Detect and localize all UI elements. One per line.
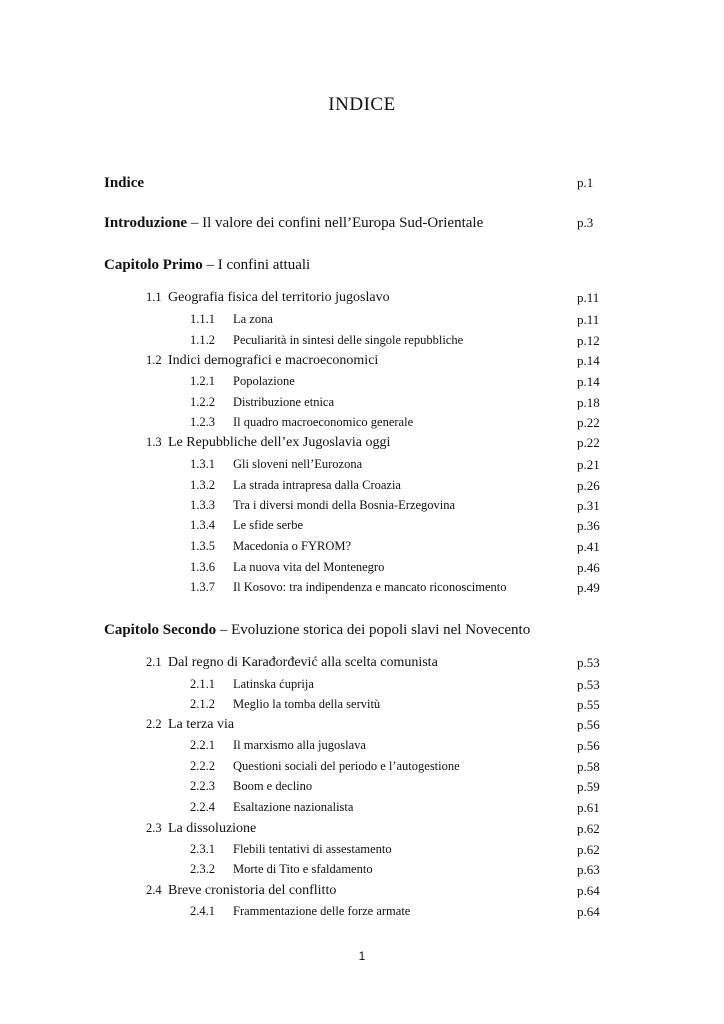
toc-entry-number: 2.3	[146, 821, 162, 835]
toc-page-ref: p.11	[577, 312, 600, 327]
toc-page-ref: p.63	[577, 862, 600, 877]
toc-chapter-label: Introduzione	[104, 215, 188, 231]
toc-page-ref: p.1	[577, 175, 594, 190]
toc-entry-title: Questioni sociali del periodo e l’autogestione	[233, 759, 460, 773]
toc-entry-number: 2.2.4	[190, 800, 215, 814]
toc-entry-title: Indici demografici e macroeconomici	[168, 353, 379, 368]
toc-page-ref: p.61	[577, 800, 600, 815]
toc-chapter-label: Indice	[104, 175, 145, 191]
toc-page-ref: p.14	[577, 353, 600, 368]
toc-page-ref: p.12	[577, 333, 600, 348]
toc-entry-number: 1.3.7	[190, 580, 215, 594]
toc-entry-title: Flebili tentativi di assestamento	[233, 842, 392, 856]
toc-page-ref: p.62	[577, 821, 600, 836]
toc-entry-title: Peculiarità in sintesi delle singole repubbliche	[233, 333, 464, 347]
toc-page-ref: p.56	[577, 717, 600, 732]
toc-entry-number: 1.1	[146, 290, 162, 304]
toc-entry-number: 2.2.2	[190, 759, 215, 773]
toc-page-ref: p.21	[577, 457, 600, 472]
toc-chapter-subtitle: – Evoluzione storica dei popoli slavi nel Novecento	[216, 622, 531, 638]
toc-entry-number: 2.1.1	[190, 677, 215, 691]
toc-page-ref: p.22	[577, 435, 600, 450]
page-title: INDICE	[328, 94, 396, 115]
toc-entry-title: Latinska ćuprija	[233, 677, 314, 691]
toc-entry-number: 1.3.2	[190, 478, 215, 492]
toc-entry-title: Frammentazione delle forze armate	[233, 904, 411, 918]
toc-entry-number: 1.2.2	[190, 395, 215, 409]
toc-entry-title: Esaltazione nazionalista	[233, 800, 354, 814]
toc-entry-number: 1.1.1	[190, 312, 215, 326]
toc-page-ref: p.55	[577, 697, 600, 712]
toc-chapter-title	[104, 257, 310, 274]
toc-entry-number: 2.3.1	[190, 842, 215, 856]
toc-entry-number: 1.3.6	[190, 560, 215, 574]
toc-entry-number: 1.2.3	[190, 415, 215, 429]
toc-page-ref: p.3	[577, 215, 594, 230]
toc-page-ref: p.31	[577, 498, 600, 513]
toc-entry-title: La zona	[233, 312, 273, 326]
toc-page-ref: p.22	[577, 415, 600, 430]
toc-page-ref: p.49	[577, 580, 600, 595]
toc-entry-title: Morte di Tito e sfaldamento	[233, 862, 373, 876]
toc-page-ref: p.58	[577, 759, 600, 774]
toc-entry-title: Le sfide serbe	[233, 518, 304, 532]
toc-entry-title: Geografia fisica del territorio jugoslavo	[168, 290, 390, 305]
toc-entry-title: Boom e declino	[233, 779, 313, 793]
toc-entry-title: Breve cronistoria del conflitto	[168, 883, 337, 898]
toc-entry-number: 1.3.1	[190, 457, 215, 471]
toc-page-ref: p.46	[577, 560, 600, 575]
toc-chapter-subtitle: – Il valore dei confini nell’Europa Sud-Orientale	[187, 215, 484, 231]
toc-chapter-label: Capitolo Secondo	[104, 622, 217, 638]
toc-page-ref: p.18	[577, 395, 600, 410]
toc-page-ref: p.62	[577, 842, 600, 857]
toc-entry-number: 2.2.3	[190, 779, 215, 793]
toc-chapter-title	[104, 622, 530, 639]
toc-entry-number: 1.3.4	[190, 518, 215, 532]
toc-entry-title: La terza via	[168, 717, 235, 732]
toc-page-ref: p.64	[577, 904, 600, 919]
toc-entry-title: La nuova vita del Montenegro	[233, 560, 385, 574]
toc-entry-title: La strada intrapresa dalla Croazia	[233, 478, 401, 492]
toc-entry-title: Dal regno di Karađorđević alla scelta comunista	[168, 655, 438, 670]
page-number: 1	[358, 949, 366, 963]
toc-entry-number: 1.3	[146, 435, 162, 449]
toc-page-ref: p.64	[577, 883, 600, 898]
toc-page-ref: p.11	[577, 290, 600, 305]
toc-entry-title: Tra i diversi mondi della Bosnia-Erzegovina	[233, 498, 456, 512]
toc-entry-number: 2.1.2	[190, 697, 215, 711]
toc-entry-number: 1.2	[146, 353, 162, 367]
toc-page-ref: p.59	[577, 779, 600, 794]
toc-entry-number: 2.4.1	[190, 904, 215, 918]
toc-entry-title: Distribuzione etnica	[233, 395, 335, 409]
toc-entry-number: 2.2.1	[190, 738, 215, 752]
toc-entry-title: Il marxismo alla jugoslava	[233, 738, 366, 752]
toc-chapter-subtitle: – I confini attuali	[202, 257, 311, 273]
toc-chapter-title	[104, 215, 483, 232]
toc-chapter-label: Capitolo Primo	[104, 257, 203, 273]
toc-page-ref: p.56	[577, 738, 600, 753]
toc-entry-number: 1.3.3	[190, 498, 215, 512]
toc-entry-title: Gli sloveni nell’Eurozona	[233, 457, 363, 471]
toc-entry-title: Macedonia o FYROM?	[233, 539, 352, 553]
toc-entry-title: Meglio la tomba della servitù	[233, 697, 381, 711]
toc-entry-number: 2.3.2	[190, 862, 215, 876]
toc-entry-number: 1.2.1	[190, 374, 215, 388]
toc-entry-number: 2.2	[146, 717, 162, 731]
toc-entry-title: Il Kosovo: tra indipendenza e mancato riconoscimento	[233, 580, 507, 594]
toc-page-ref: p.41	[577, 539, 600, 554]
toc-page-ref: p.53	[577, 677, 600, 692]
toc-page-ref: p.14	[577, 374, 600, 389]
toc-entry-title: Il quadro macroeconomico generale	[233, 415, 414, 429]
toc-entry-title: Popolazione	[233, 374, 295, 388]
toc-entry-number: 1.3.5	[190, 539, 215, 553]
toc-page-ref: p.36	[577, 518, 600, 533]
toc-page-ref: p.53	[577, 655, 600, 670]
toc-entry-title: Le Repubbliche dell’ex Jugoslavia oggi	[168, 435, 391, 450]
toc-page-ref: p.26	[577, 478, 600, 493]
toc-entry-number: 2.1	[146, 655, 162, 669]
toc-entry-title: La dissoluzione	[168, 821, 257, 836]
toc-entry-number: 1.1.2	[190, 333, 215, 347]
toc-chapter-title	[104, 175, 144, 192]
toc-entry-number: 2.4	[146, 883, 162, 897]
